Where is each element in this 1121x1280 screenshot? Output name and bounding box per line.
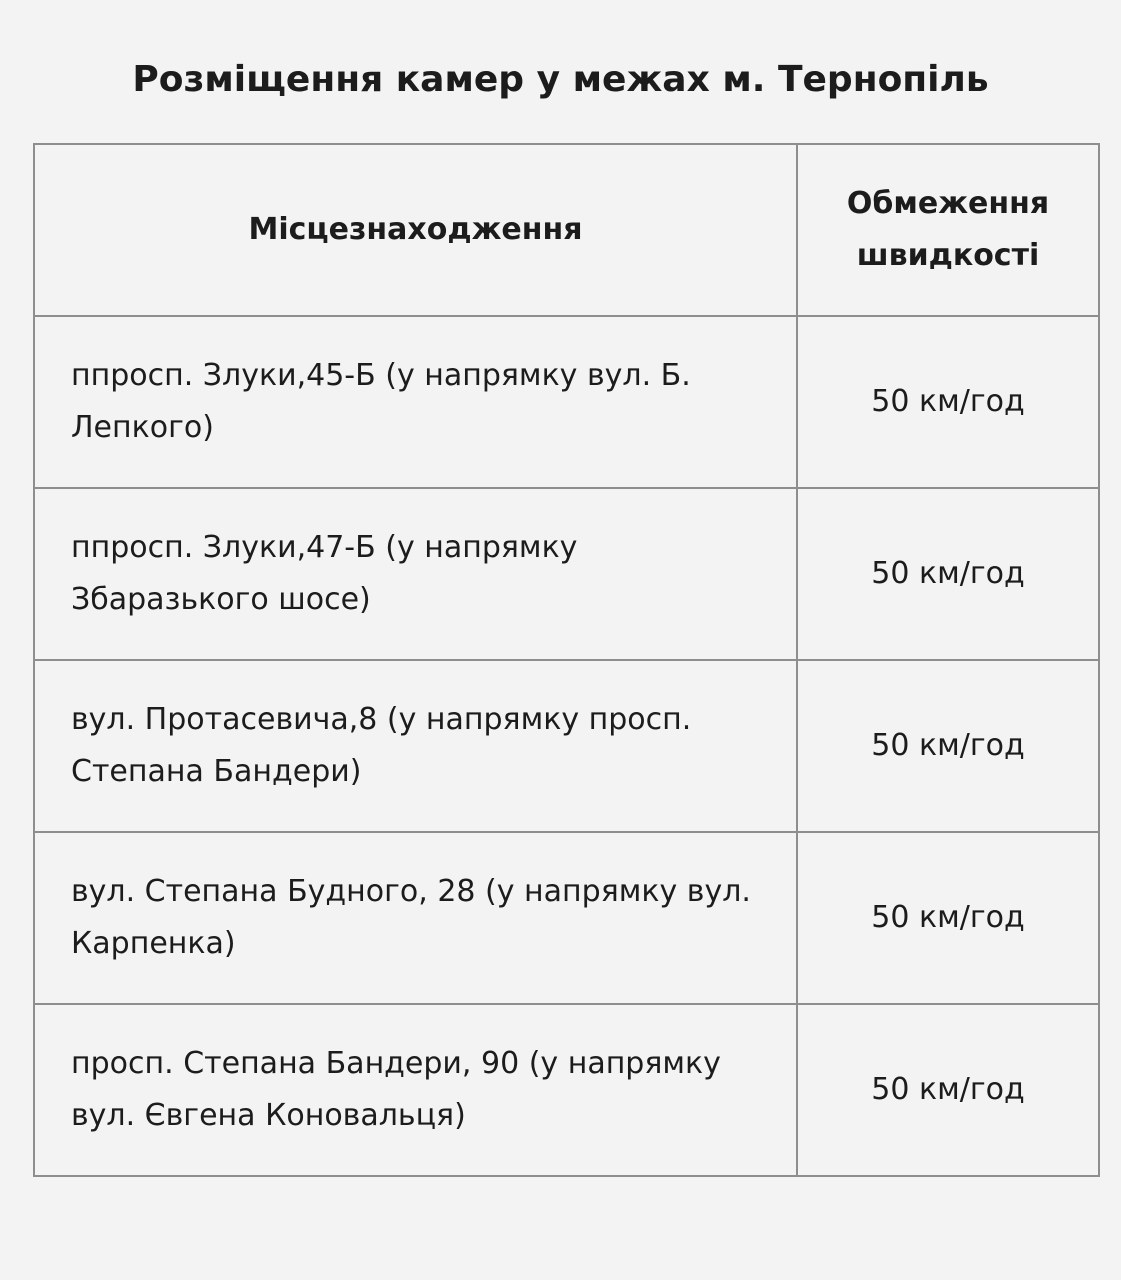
table-row: [34, 660, 1099, 832]
header-speed-limit: Обмеження швидкості: [797, 144, 1099, 316]
cell-speed-limit: 50 км/год: [797, 660, 1099, 832]
table-row: [34, 488, 1099, 660]
cell-location: ппросп. Злуки,47-Б (у напрямку Збаразького шосе): [34, 488, 797, 660]
table-row: [34, 316, 1099, 488]
cell-speed-limit: 50 км/год: [797, 316, 1099, 488]
cell-speed-limit: 50 км/год: [797, 488, 1099, 660]
cell-speed-limit: 50 км/год: [797, 832, 1099, 1004]
header-location: Місцезнаходження: [34, 144, 797, 316]
cell-location: вул. Протасевича,8 (у напрямку просп. Степана Бандери): [34, 660, 797, 832]
table-row: [34, 832, 1099, 1004]
table-header-row: [34, 144, 1099, 316]
cell-location: вул. Степана Будного, 28 (у напрямку вул. Карпенка): [34, 832, 797, 1004]
cell-location: ппросп. Злуки,45-Б (у напрямку вул. Б. Лепкого): [34, 316, 797, 488]
cell-location: просп. Степана Бандери, 90 (у напрямку вул. Євгена Коновальця): [34, 1004, 797, 1176]
cell-speed-limit: 50 км/год: [797, 1004, 1099, 1176]
page-title: Розміщення камер у межах м. Тернопіль: [132, 59, 989, 100]
camera-table: [33, 143, 1100, 1177]
table-row: [34, 1004, 1099, 1176]
